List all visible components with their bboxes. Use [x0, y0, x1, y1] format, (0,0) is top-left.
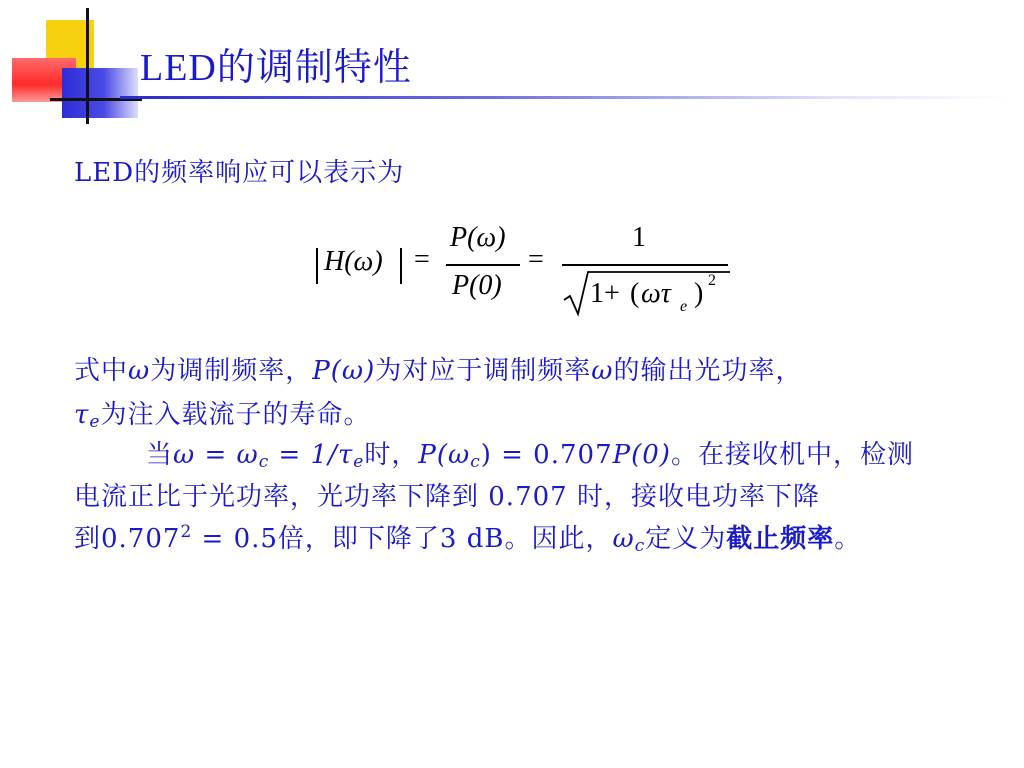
- cutoff-frequency-term: 截止频率: [726, 524, 835, 554]
- text-segment: 为注入载流子的寿命。: [100, 400, 371, 430]
- p-omega-c: P(ω: [418, 440, 471, 470]
- equals-sign-2: =: [528, 244, 544, 275]
- vertical-line-decoration: [86, 8, 89, 124]
- e-subscript: e: [353, 452, 365, 472]
- text-segment: = 0.5倍，即下降了3 dB。因此，: [192, 524, 613, 554]
- text-segment: 。: [834, 524, 862, 554]
- blue-square-decoration: [62, 68, 138, 118]
- formula-numerator: P(ω): [450, 222, 506, 253]
- text-segment: 到0.707: [74, 524, 181, 554]
- sqrt-exponent: 2: [708, 272, 716, 289]
- sqrt-omega-tau: ωτ: [641, 278, 671, 309]
- p-zero: P(0): [612, 440, 671, 470]
- sqrt-e-subscript: e: [680, 298, 688, 315]
- omega-symbol: ω: [591, 356, 614, 386]
- formula-lhs: H(ω): [324, 246, 383, 277]
- sqrt-paren-open: (: [630, 278, 640, 309]
- text-segment: 为对应于调制频率: [375, 356, 592, 386]
- text-segment: 当: [146, 440, 174, 470]
- abs-bar-left: [316, 248, 318, 284]
- text-segment: ) = 0.707: [480, 440, 613, 470]
- equals-sign-1: =: [414, 244, 430, 275]
- para-line-4: 电流正比于光功率，光功率下降到 0.707 时，接收电功率下降: [74, 482, 820, 512]
- tau-symbol: τ: [74, 400, 90, 430]
- omega-equation: ω = ω: [173, 440, 259, 470]
- sqrt-one-plus: 1+: [590, 278, 620, 309]
- text-segment: 的输出光功率，: [613, 356, 803, 386]
- page-title: LED的调制特性: [140, 47, 412, 89]
- formula-denominator: P(0): [452, 270, 502, 301]
- intro-text: LED的频率响应可以表示为: [74, 158, 405, 188]
- text-segment: 式中: [74, 356, 129, 386]
- square-superscript: 2: [180, 522, 193, 542]
- sqrt-paren-close: ): [694, 278, 704, 309]
- omega-symbol: ω: [128, 356, 151, 386]
- text-segment: 时，: [364, 440, 419, 470]
- para-line-2: [74, 394, 370, 432]
- para-line-1: [74, 350, 802, 387]
- c-subscript: c: [470, 452, 481, 472]
- fraction-line-1: [446, 264, 520, 266]
- para-line-3: [146, 434, 914, 472]
- e-subscript: e: [89, 412, 101, 432]
- formula-one: 1: [632, 222, 646, 253]
- fraction-line-2: [562, 264, 728, 266]
- para-line-5: [74, 518, 861, 556]
- p-omega-symbol: P(ω): [312, 356, 376, 386]
- text-segment: 。在接收机中，检测: [670, 440, 914, 470]
- abs-bar-right: [400, 248, 402, 284]
- text-segment: 为调制频率，: [150, 356, 313, 386]
- text-segment: 定义为: [645, 524, 727, 554]
- c-subscript: c: [258, 452, 270, 472]
- slide-logo: [0, 0, 140, 130]
- omega-symbol: ω: [612, 524, 635, 554]
- c-subscript: c: [634, 536, 646, 556]
- tau-inverse: = 1/τ: [269, 440, 354, 470]
- title-underline: [120, 96, 1010, 99]
